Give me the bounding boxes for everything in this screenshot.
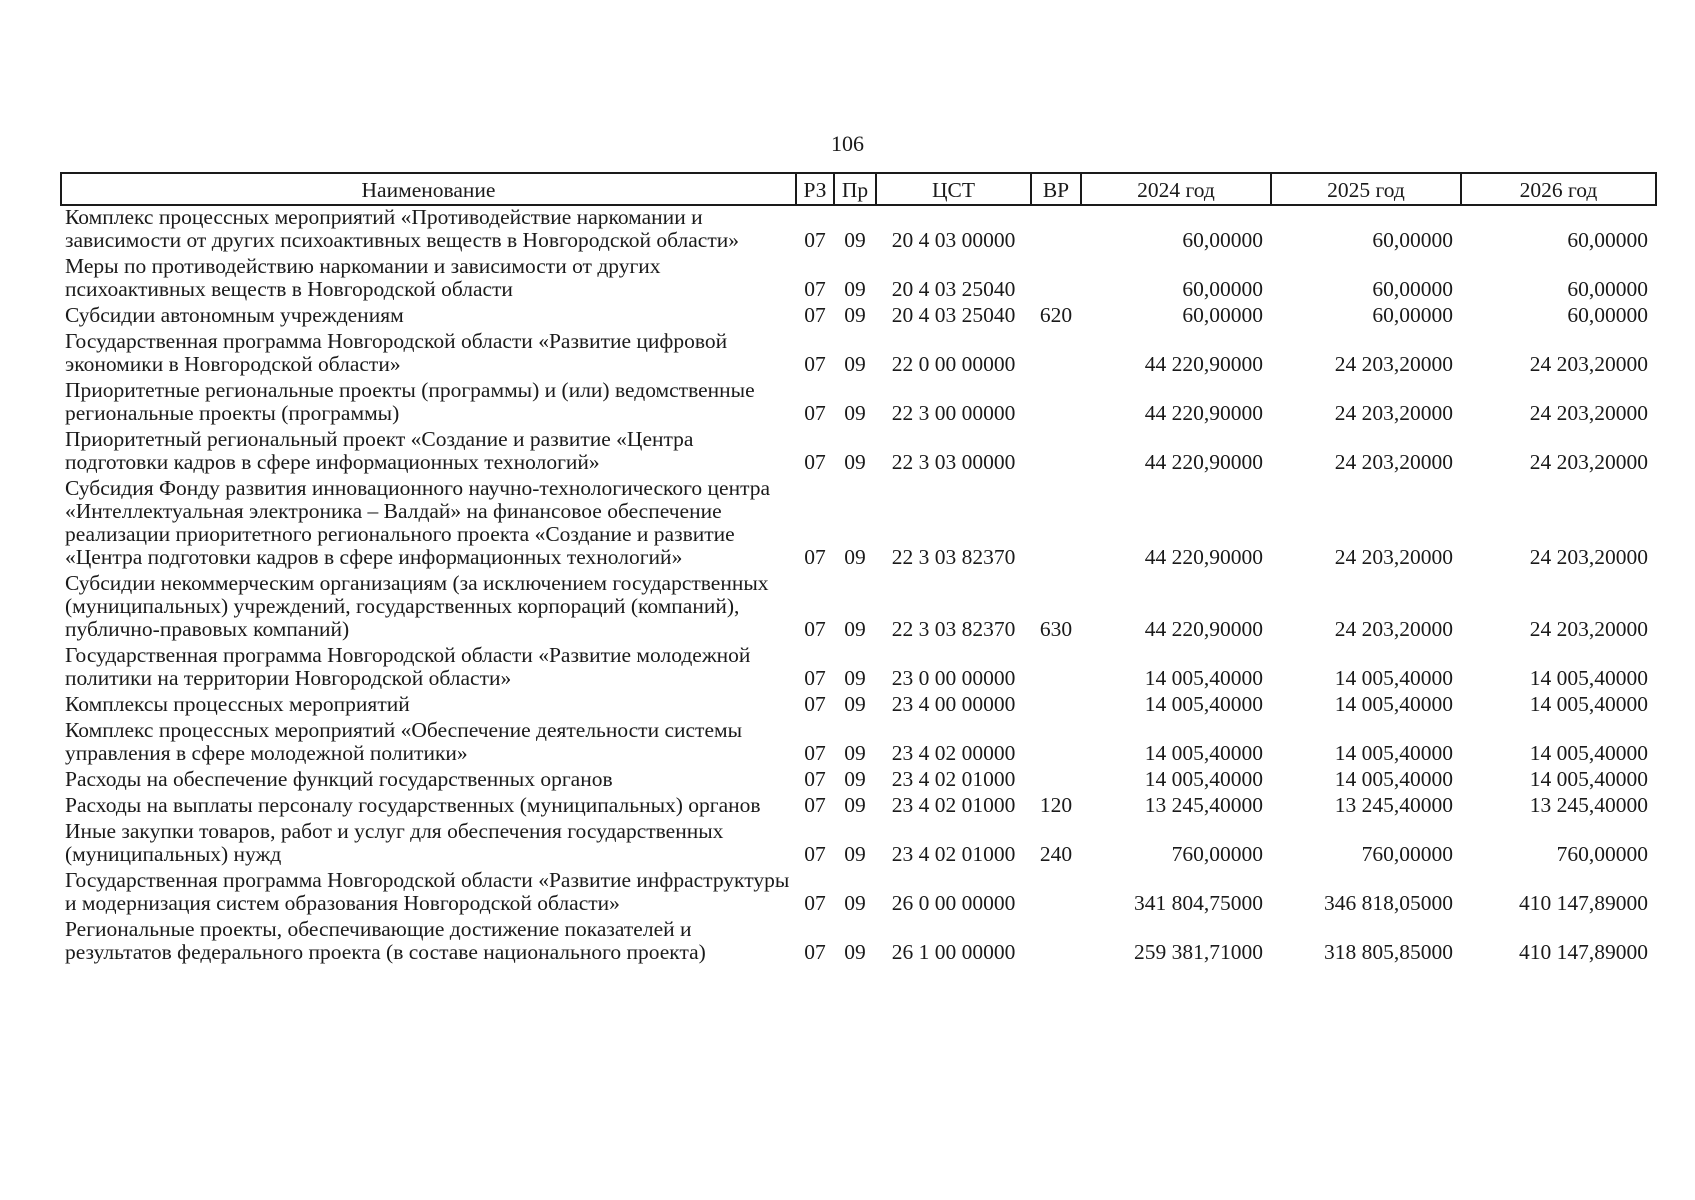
row-cst: 26 1 00 00000 [891,940,1016,964]
row-2026: 60,00000 [1567,277,1648,301]
row-pr: 09 [844,692,866,716]
header-2025: 2025 год [1271,173,1461,205]
row-2024: 14 005,40000 [1144,741,1263,765]
row-pr: 09 [844,352,866,376]
row-pr: 09 [844,545,866,569]
row-name: Государственная программа Новгородской области «Развитие цифровой экономики в Новгородской области» [65,329,728,376]
row-name: Субсидия Фонду развития инновационного научно-технологического центра «Интеллектуальная электроника – Валдай» на финансовое обеспечение реализации приоритетного регионального проекта «Создание и развитие «Центра подготовки кадров в сфере информационных технологий» [65,476,771,569]
row-2026: 24 203,20000 [1529,545,1648,569]
row-vr [1031,379,1081,428]
table-row [61,719,1656,768]
row-vr [1031,330,1081,379]
header-name: Наименование [61,173,796,205]
row-2026: 60,00000 [1567,303,1648,327]
row-name: Субсидии автономным учреждениям [65,303,404,327]
row-2024: 44 220,90000 [1144,450,1263,474]
row-rz: 07 [804,352,826,376]
row-2024: 259 381,71000 [1134,940,1263,964]
table-row [61,869,1656,918]
row-cst: 23 4 02 00000 [891,741,1016,765]
row-2024: 14 005,40000 [1144,666,1263,690]
row-name: Комплекс процессных мероприятий «Обеспечение деятельности системы управления в сфере молодежной политики» [65,718,743,765]
row-cst: 23 4 02 01000 [891,767,1016,791]
row-rz: 07 [804,545,826,569]
row-pr: 09 [844,842,866,866]
row-name: Субсидии некоммерческим организациям (за исключением государственных (муниципальных) учреждений, государственных корпораций (компаний), публично-правовых компаний) [65,571,769,641]
row-2025: 60,00000 [1372,277,1453,301]
row-2025: 14 005,40000 [1334,741,1453,765]
row-2024: 14 005,40000 [1144,767,1263,791]
table-row [61,255,1656,304]
row-rz: 07 [804,692,826,716]
row-vr [1031,719,1081,768]
header-2026: 2026 год [1461,173,1656,205]
row-2024: 60,00000 [1182,228,1263,252]
row-rz: 07 [804,741,826,765]
row-pr: 09 [844,666,866,690]
table-row [61,477,1656,572]
row-2024: 44 220,90000 [1144,401,1263,425]
row-vr: 620 [1039,303,1073,327]
row-2026: 410 147,89000 [1519,940,1648,964]
header-pr: Пр [834,173,876,205]
table-row [61,428,1656,477]
row-pr: 09 [844,891,866,915]
row-2026: 60,00000 [1567,228,1648,252]
table-body [61,205,1656,967]
row-vr [1031,205,1081,255]
page-number: 106 [831,131,864,156]
row-rz: 07 [804,277,826,301]
budget-table [60,172,1657,967]
row-2025: 24 203,20000 [1334,545,1453,569]
table-row [61,572,1656,644]
row-vr [1031,255,1081,304]
row-pr: 09 [844,767,866,791]
table-row [61,304,1656,330]
row-pr: 09 [844,277,866,301]
row-pr: 09 [844,228,866,252]
row-vr [1031,693,1081,719]
table-row [61,768,1656,794]
row-2025: 60,00000 [1372,303,1453,327]
row-rz: 07 [804,891,826,915]
row-2024: 44 220,90000 [1144,617,1263,641]
row-2025: 346 818,05000 [1324,891,1453,915]
row-2026: 410 147,89000 [1519,891,1648,915]
row-name: Государственная программа Новгородской области «Развитие молодежной политики на территории Новгородской области» [65,643,751,690]
row-2026: 13 245,40000 [1529,793,1648,817]
row-pr: 09 [844,741,866,765]
row-2024: 60,00000 [1182,277,1263,301]
row-2026: 24 203,20000 [1529,352,1648,376]
row-2024: 44 220,90000 [1144,545,1263,569]
row-2025: 14 005,40000 [1334,666,1453,690]
row-name: Комплекс процессных мероприятий «Противодействие наркомании и зависимости от других психоактивных веществ в Новгородской области» [65,205,739,252]
row-cst: 20 4 03 25040 [891,277,1016,301]
row-cst: 26 0 00 00000 [891,891,1016,915]
row-2026: 14 005,40000 [1529,741,1648,765]
row-2024: 760,00000 [1171,842,1263,866]
row-cst: 20 4 03 00000 [891,228,1016,252]
row-2025: 24 203,20000 [1334,450,1453,474]
row-pr: 09 [844,793,866,817]
row-cst: 23 4 02 01000 [891,793,1016,817]
row-name: Расходы на выплаты персоналу государственных (муниципальных) органов [65,793,761,817]
row-pr: 09 [844,617,866,641]
table-row [61,644,1656,693]
row-rz: 07 [804,228,826,252]
header-2024: 2024 год [1081,173,1271,205]
row-rz: 07 [804,793,826,817]
row-2024: 60,00000 [1182,303,1263,327]
row-rz: 07 [804,767,826,791]
header-cst: ЦСТ [876,173,1031,205]
table-row [61,205,1656,255]
row-2026: 14 005,40000 [1529,666,1648,690]
row-vr [1031,644,1081,693]
row-2026: 24 203,20000 [1529,450,1648,474]
row-2024: 341 804,75000 [1134,891,1263,915]
row-pr: 09 [844,940,866,964]
row-pr: 09 [844,401,866,425]
row-name: Государственная программа Новгородской области «Развитие инфраструктуры и модернизация систем образования Новгородской области» [65,868,790,915]
row-pr: 09 [844,450,866,474]
row-2025: 24 203,20000 [1334,401,1453,425]
table-row [61,918,1656,967]
row-cst: 22 3 03 82370 [891,545,1016,569]
table-row [61,379,1656,428]
row-2026: 760,00000 [1556,842,1648,866]
row-vr [1031,869,1081,918]
table-row [61,794,1656,820]
row-cst: 23 0 00 00000 [891,666,1016,690]
row-name: Меры по противодействию наркомании и зависимости от других психоактивных веществ в Новгородской области [65,254,661,301]
row-vr: 120 [1039,793,1073,817]
row-2024: 13 245,40000 [1144,793,1263,817]
row-pr: 09 [844,303,866,327]
row-2025: 14 005,40000 [1334,692,1453,716]
row-vr [1031,918,1081,967]
row-rz: 07 [804,617,826,641]
row-name: Приоритетные региональные проекты (программы) и (или) ведомственные региональные проекты (программы) [65,378,755,425]
row-cst: 22 3 00 00000 [891,401,1016,425]
row-cst: 23 4 02 01000 [891,842,1016,866]
row-name: Иные закупки товаров, работ и услуг для обеспечения государственных (муниципальных) нужд [65,819,724,866]
row-vr [1031,768,1081,794]
table-row [61,330,1656,379]
row-2024: 14 005,40000 [1144,692,1263,716]
row-cst: 23 4 00 00000 [891,692,1016,716]
row-vr: 240 [1039,842,1073,866]
row-2025: 318 805,85000 [1324,940,1453,964]
row-name: Комплексы процессных мероприятий [65,692,410,716]
row-2026: 14 005,40000 [1529,692,1648,716]
row-cst: 22 0 00 00000 [891,352,1016,376]
row-rz: 07 [804,401,826,425]
row-name: Приоритетный региональный проект «Создание и развитие «Центра подготовки кадров в сфере информационных технологий» [65,427,694,474]
row-vr [1031,477,1081,572]
row-vr [1031,428,1081,477]
row-2024: 44 220,90000 [1144,352,1263,376]
row-rz: 07 [804,842,826,866]
row-2026: 24 203,20000 [1529,401,1648,425]
row-2025: 24 203,20000 [1334,352,1453,376]
row-rz: 07 [804,303,826,327]
row-cst: 22 3 03 00000 [891,450,1016,474]
row-2025: 24 203,20000 [1334,617,1453,641]
row-vr: 630 [1039,617,1073,641]
row-2026: 14 005,40000 [1529,767,1648,791]
row-rz: 07 [804,940,826,964]
row-2025: 13 245,40000 [1334,793,1453,817]
row-cst: 22 3 03 82370 [891,617,1016,641]
row-cst: 20 4 03 25040 [891,303,1016,327]
row-name: Региональные проекты, обеспечивающие достижение показателей и результатов федерального проекта (в составе национального проекта) [65,917,706,964]
header-vr: ВР [1031,173,1081,205]
table-header [61,173,1656,205]
header-rz: РЗ [796,173,834,205]
row-rz: 07 [804,450,826,474]
row-rz: 07 [804,666,826,690]
table-row [61,820,1656,869]
table-row [61,693,1656,719]
row-2025: 760,00000 [1361,842,1453,866]
row-name: Расходы на обеспечение функций государственных органов [65,767,613,791]
row-2025: 14 005,40000 [1334,767,1453,791]
row-2026: 24 203,20000 [1529,617,1648,641]
row-2025: 60,00000 [1372,228,1453,252]
